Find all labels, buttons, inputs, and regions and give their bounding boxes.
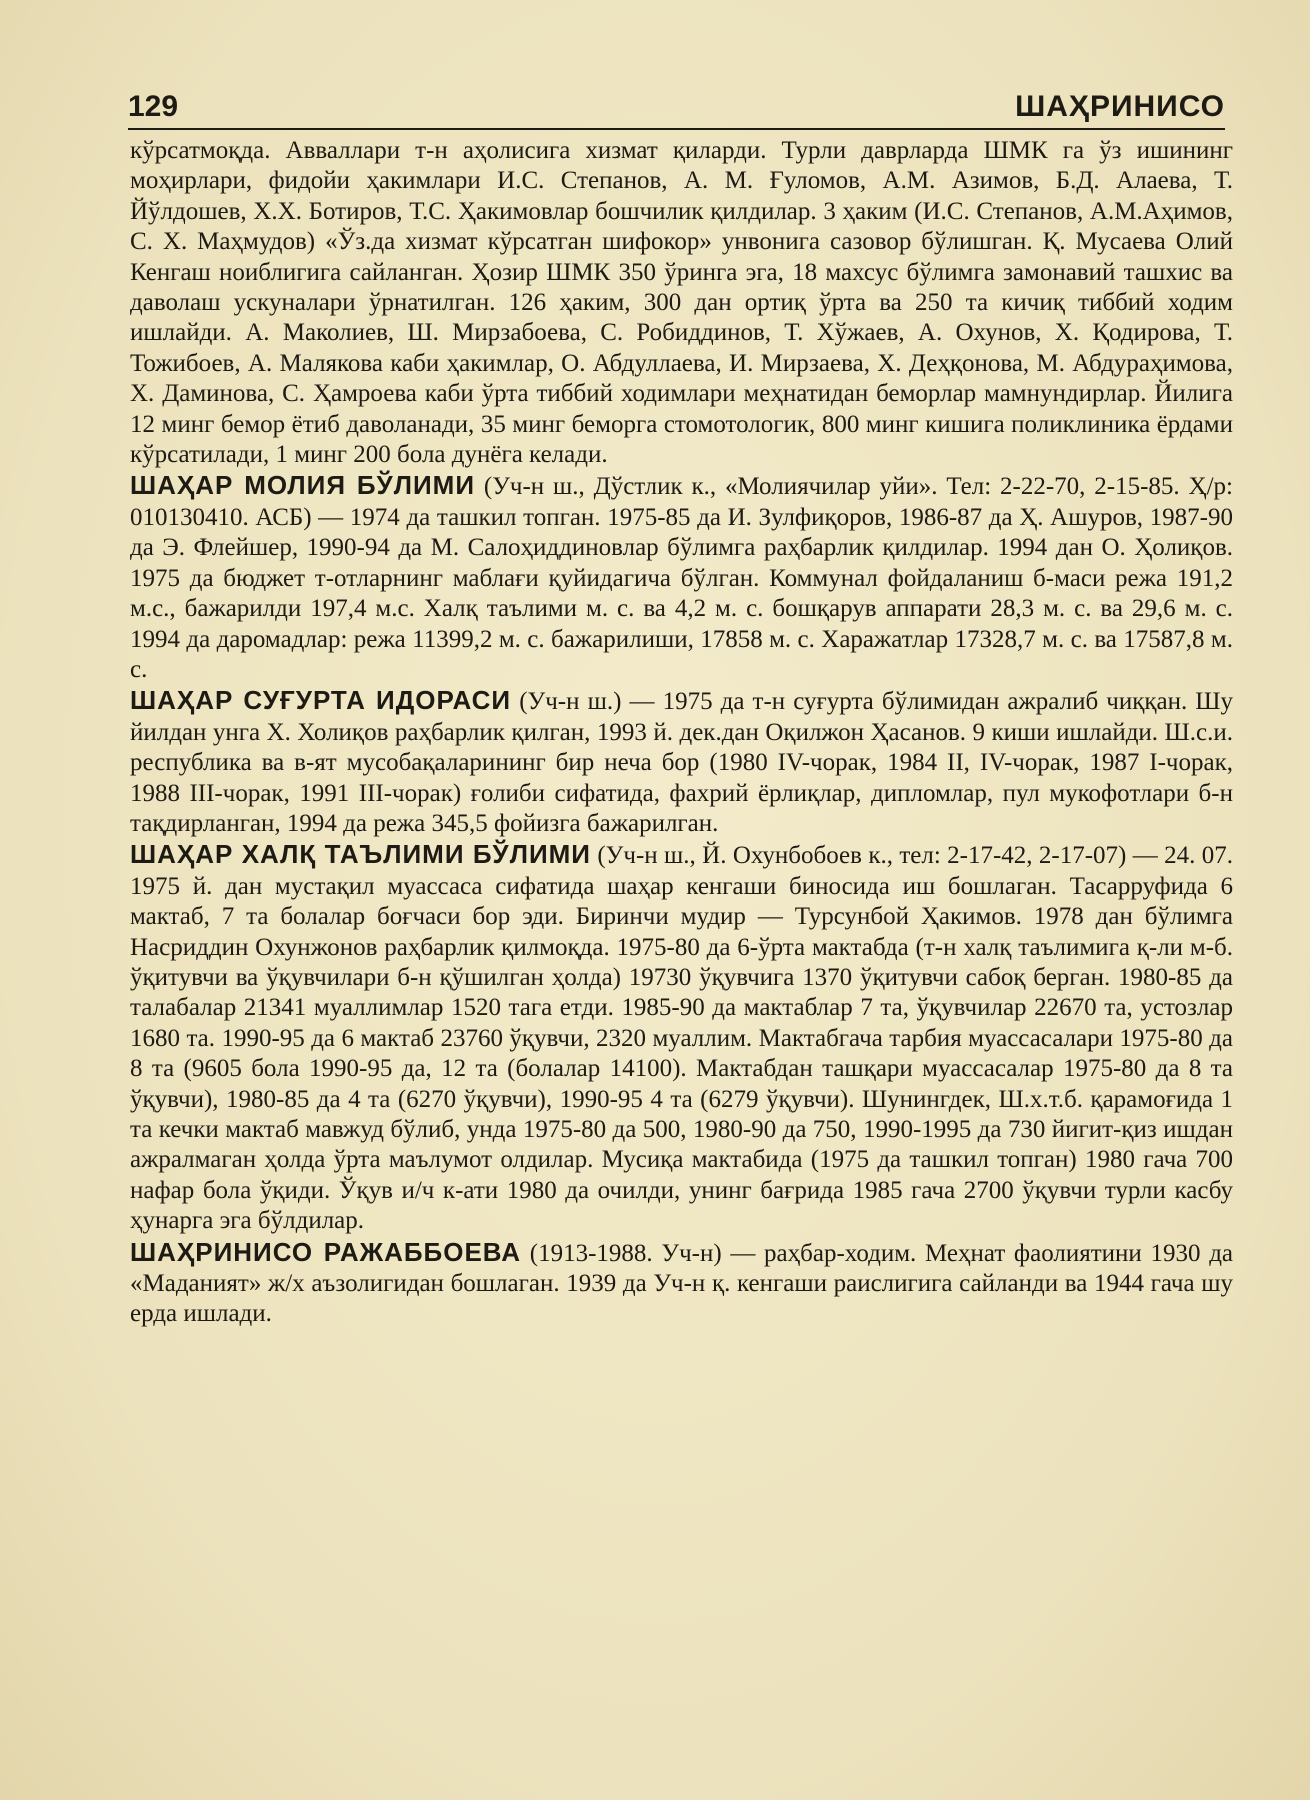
paragraph-text: кўрсатмоқда. Авваллари т-н аҳолисига хизмат қиларди. Турли даврларда ШМК га ўз ишининг моҳирлари, фидойи ҳакимлари И.С. Степанов, А. М. Ғуломов, А.М. Азимов, Б.Д. Алаева, Т. Йўлдошев, Х.Х. Ботиров, Т.С. Ҳакимовлар бошчилик қилдилар. 3 ҳаким (И.С. Степанов, А.М.Аҳимов, С. Х. Маҳмудов) «Ўз.да хизмат кўрсатган шифокор» унвонига сазовор бўлишган. Қ. Мусаева Олий Кенгаш ноиблигига сайланган. Ҳозир ШМК 350 ўринга эга, 18 махсус бўлимга замонавий ташхис ва даволаш ускуналари ўрнатилган. 126 ҳаким, 300 дан ортиқ ўрта ва 250 та кичиқ тиббий ходим ишлайди. А. Маколиев, Ш. Мирзабоева, С. Робиддинов, Т. Хўжаев, А. Охунов, Х. Қодирова, Т. Тожибоев, А. Малякова каби ҳакимлар, О. Абдуллаева, И. Мирзаева, Х. Деҳқонова, М. Абдураҳимова, Х. Даминова, С. Ҳамроева каби ўрта тиббий ходимлари меҳнатидан беморлар мамнундирлар. Йилига 12 минг бемор ётиб даволанади, 35 минг беморга стомотологик, 800 минг кишига поликлиника ёрдами кўрсатилади, 1 минг 200 бола дунёга келади.	[130, 137, 1233, 469]
page-number: 129	[128, 90, 179, 123]
entry-text: (Уч-н ш., Дўстлик к., «Молиячилар уйи». Тел: 2-22-70, 2-15-85. Ҳ/р: 010130410. АСБ) — 1974 да ташкил топган. 1975-85 да И. Зулфиқоров, 1986-87 да Ҳ. Ашуров, 1987-90 да Э. Флейшер, 1990-94 да М. Салоҳиддиновлар бўлимга раҳбарлик қилдилар. 1994 дан О. Ҳолиқов. 1975 да бюджет т-отларнинг маблағи қуйидагича бўлган. Коммунал фойдаланиш б-маси режа 191,2 м.с., бажарилди 197,4 м.с. Халқ таълими м. с. ва 4,2 м. с. бошқарув аппарати 28,3 м. с. ва 29,6 м. с. 1994 да даромадлар: режа 11399,2 м. с. бажарилиши, 17858 м. с. Харажатлар 17328,7 м. с. ва 17587,8 м. с.	[130, 473, 1233, 683]
entry-title: ШАҲАР МОЛИЯ БЎЛИМИ	[130, 470, 476, 501]
entry-text: (1913-1988. Уч-н) — раҳбар-ходим. Меҳнат фаолиятини 1930 да «Маданият» ж/х аъзолигидан бошлаган. 1939 да Уч-н қ. кенгаши раислигига сайланди ва 1944 гача шу ерда ишлади.	[130, 1239, 1234, 1328]
entry-shahriniso-rajabboeva	[130, 1237, 1233, 1330]
running-head: ШАҲРИНИСО	[1015, 90, 1225, 123]
page-header	[128, 84, 1225, 130]
entry-title: ШАҲАР ХАЛҚ ТАЪЛИМИ БЎЛИМИ	[130, 839, 591, 870]
body-text	[130, 136, 1233, 1330]
paragraph-intro	[130, 136, 1233, 470]
entry-title: ШАҲАР СУҒУРТА ИДОРАСИ	[130, 685, 512, 716]
entry-finance-department	[130, 470, 1233, 685]
entry-insurance-office	[130, 685, 1233, 839]
entry-title: ШАҲРИНИСО РАЖАББОЕВА	[130, 1236, 522, 1267]
entry-text: (Уч-н ш., Й. Охунбобоев к., тел: 2-17-42, 2-17-07) — 24. 07. 1975 й. дан мустақил муассаса сифатида шаҳар кенгаши биносида иш бошлаган. Тасарруфида 6 мактаб, 7 та болалар боғчаси бор эди. Биринчи мудир — Турсунбой Ҳакимов. 1978 дан бўлимга Насриддин Охунжонов раҳбарлик қилмоқда. 1975-80 да 6-ўрта мактабда (т-н халқ таълимига қ-ли м-б. ўқитувчи ва ўқувчилари б-н қўшилган ҳолда) 19730 ўқувчига 1370 ўқитувчи сабоқ берган. 1980-85 да талабалар 21341 муаллимлар 1520 тага етди. 1985-90 да мактаблар 7 та, ўқувчилар 22670 та, устозлар 1680 та. 1990-95 да 6 мактаб 23760 ўқувчи, 2320 муаллим. Мактабгача тарбия муассасалари 1975-80 да 8 та (9605 бола 1990-95 да, 12 та (болалар 14100). Мактабдан ташқари муассасалар 1975-80 да 8 та ўқувчи), 1980-85 да 4 та (6270 ўқувчи), 1990-95 4 та (6279 ўқувчи). Шунингдек, Ш.х.т.б. қарамоғида 1 та кечки мактаб мавжуд бўлиб, унда 1975-80 да 500, 1980-90 да 750, 1990-1995 да 730 йигит-қиз ишдан ажралмаган ҳолда ўрта маълумот олдилар. Мусиқа мактабида (1975 да ташкил топган) 1980 гача 700 нафар бола ўқиди. Ўқув и/ч к-ати 1980 да очилди, унинг бағрида 1985 гача 2700 ўқувчи турли касбу ҳунарга эга бўлдилар.	[130, 842, 1233, 1235]
entry-text: (Уч-н ш.) — 1975 да т-н суғурта бўлимидан ажралиб чиққан. Шу йилдан унга Х. Холиқов раҳбарлик қилган, 1993 й. дек.дан Оқилжон Ҳасанов. 9 киши ишлайди. Ш.с.и. республика ва в-ят мусобақаларининг бир неча бор (1980 IV-чорак, 1984 II, IV-чорак, 1987 I-чорак, 1988 III-чорак, 1991 III-чорак) ғолиби сифатида, фахрий ёрлиқлар, дипломлар, пул мукофотлари б-н тақдирланган, 1994 да режа 345,5 фойизга бажарилган.	[130, 688, 1234, 837]
entry-education-department	[130, 839, 1233, 1236]
